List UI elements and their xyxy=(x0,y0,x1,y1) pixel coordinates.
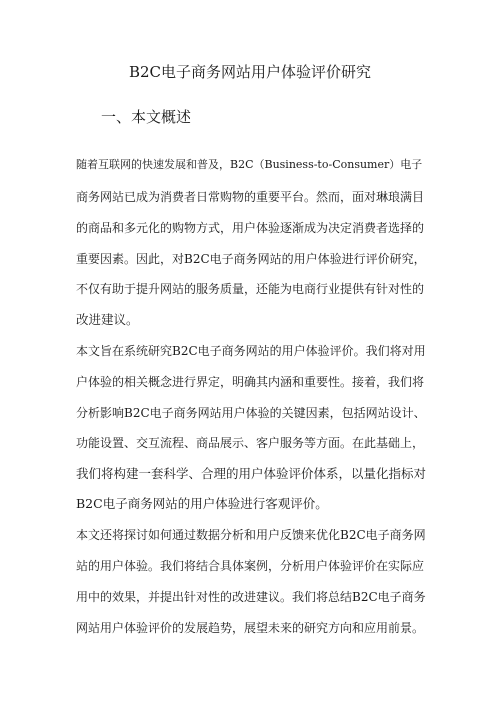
paragraph-3-line-2: 站的用户体验。我们将结合具体案例，分析用户体验评价在实际应 xyxy=(76,559,425,573)
paragraph-1-line-6: 改进建议。 xyxy=(76,312,139,327)
paragraph-2-line-5: 我们将构建一套科学、合理的用户体验评价体系，以量化指标对 xyxy=(76,466,427,481)
paragraph-3-line-4: 网站用户体验评价的发展趋势，展望未来的研究方向和应用前景。 xyxy=(76,621,425,635)
document-title: B2C电子商务网站用户体验评价研究 xyxy=(128,63,372,81)
paragraph-2-line-4: 功能设置、交互流程、商品展示、客户服务等方面。在此基础上， xyxy=(76,436,425,450)
paragraph-1-line-5: 不仅有助于提升网站的服务质量，还能为电商行业提供有针对性的 xyxy=(76,282,425,296)
paragraph-3-line-1: 本文还将探讨如何通过数据分析和用户反馈来优化B2C电子商务网 xyxy=(76,528,426,542)
paragraph-1-line-3: 的商品和多元化的购物方式，用户体验逐渐成为决定消费者选择的 xyxy=(76,221,425,235)
paragraph-1-line-4: 重要因素。因此，对B2C电子商务网站的用户体验进行评价研究， xyxy=(76,252,426,266)
paragraph-1-line-2: 商务网站已成为消费者日常购物的重要平台。然而，面对琳琅满目 xyxy=(76,190,425,204)
section-heading: 一、本文概述 xyxy=(101,108,192,126)
paragraph-2-line-3: 分析影响B2C电子商务网站用户体验的关键因素，包括网站设计、 xyxy=(76,406,426,420)
paragraph-3-line-3: 用中的效果，并提出针对性的改进建议。我们将总结B2C电子商务 xyxy=(76,590,426,604)
paragraph-1-line-1: 随着互联网的快速发展和普及，B2C（Business-to-Consumer）电子 xyxy=(76,158,423,171)
paragraph-2-line-6: B2C电子商务网站的用户体验进行客观评价。 xyxy=(76,496,328,511)
paragraph-2-line-2: 户体验的相关概念进行界定，明确其内涵和重要性。接着，我们将 xyxy=(76,375,425,389)
paragraph-2-line-1: 本文旨在系统研究B2C电子商务网站的用户体验评价。我们将对用 xyxy=(76,344,426,358)
